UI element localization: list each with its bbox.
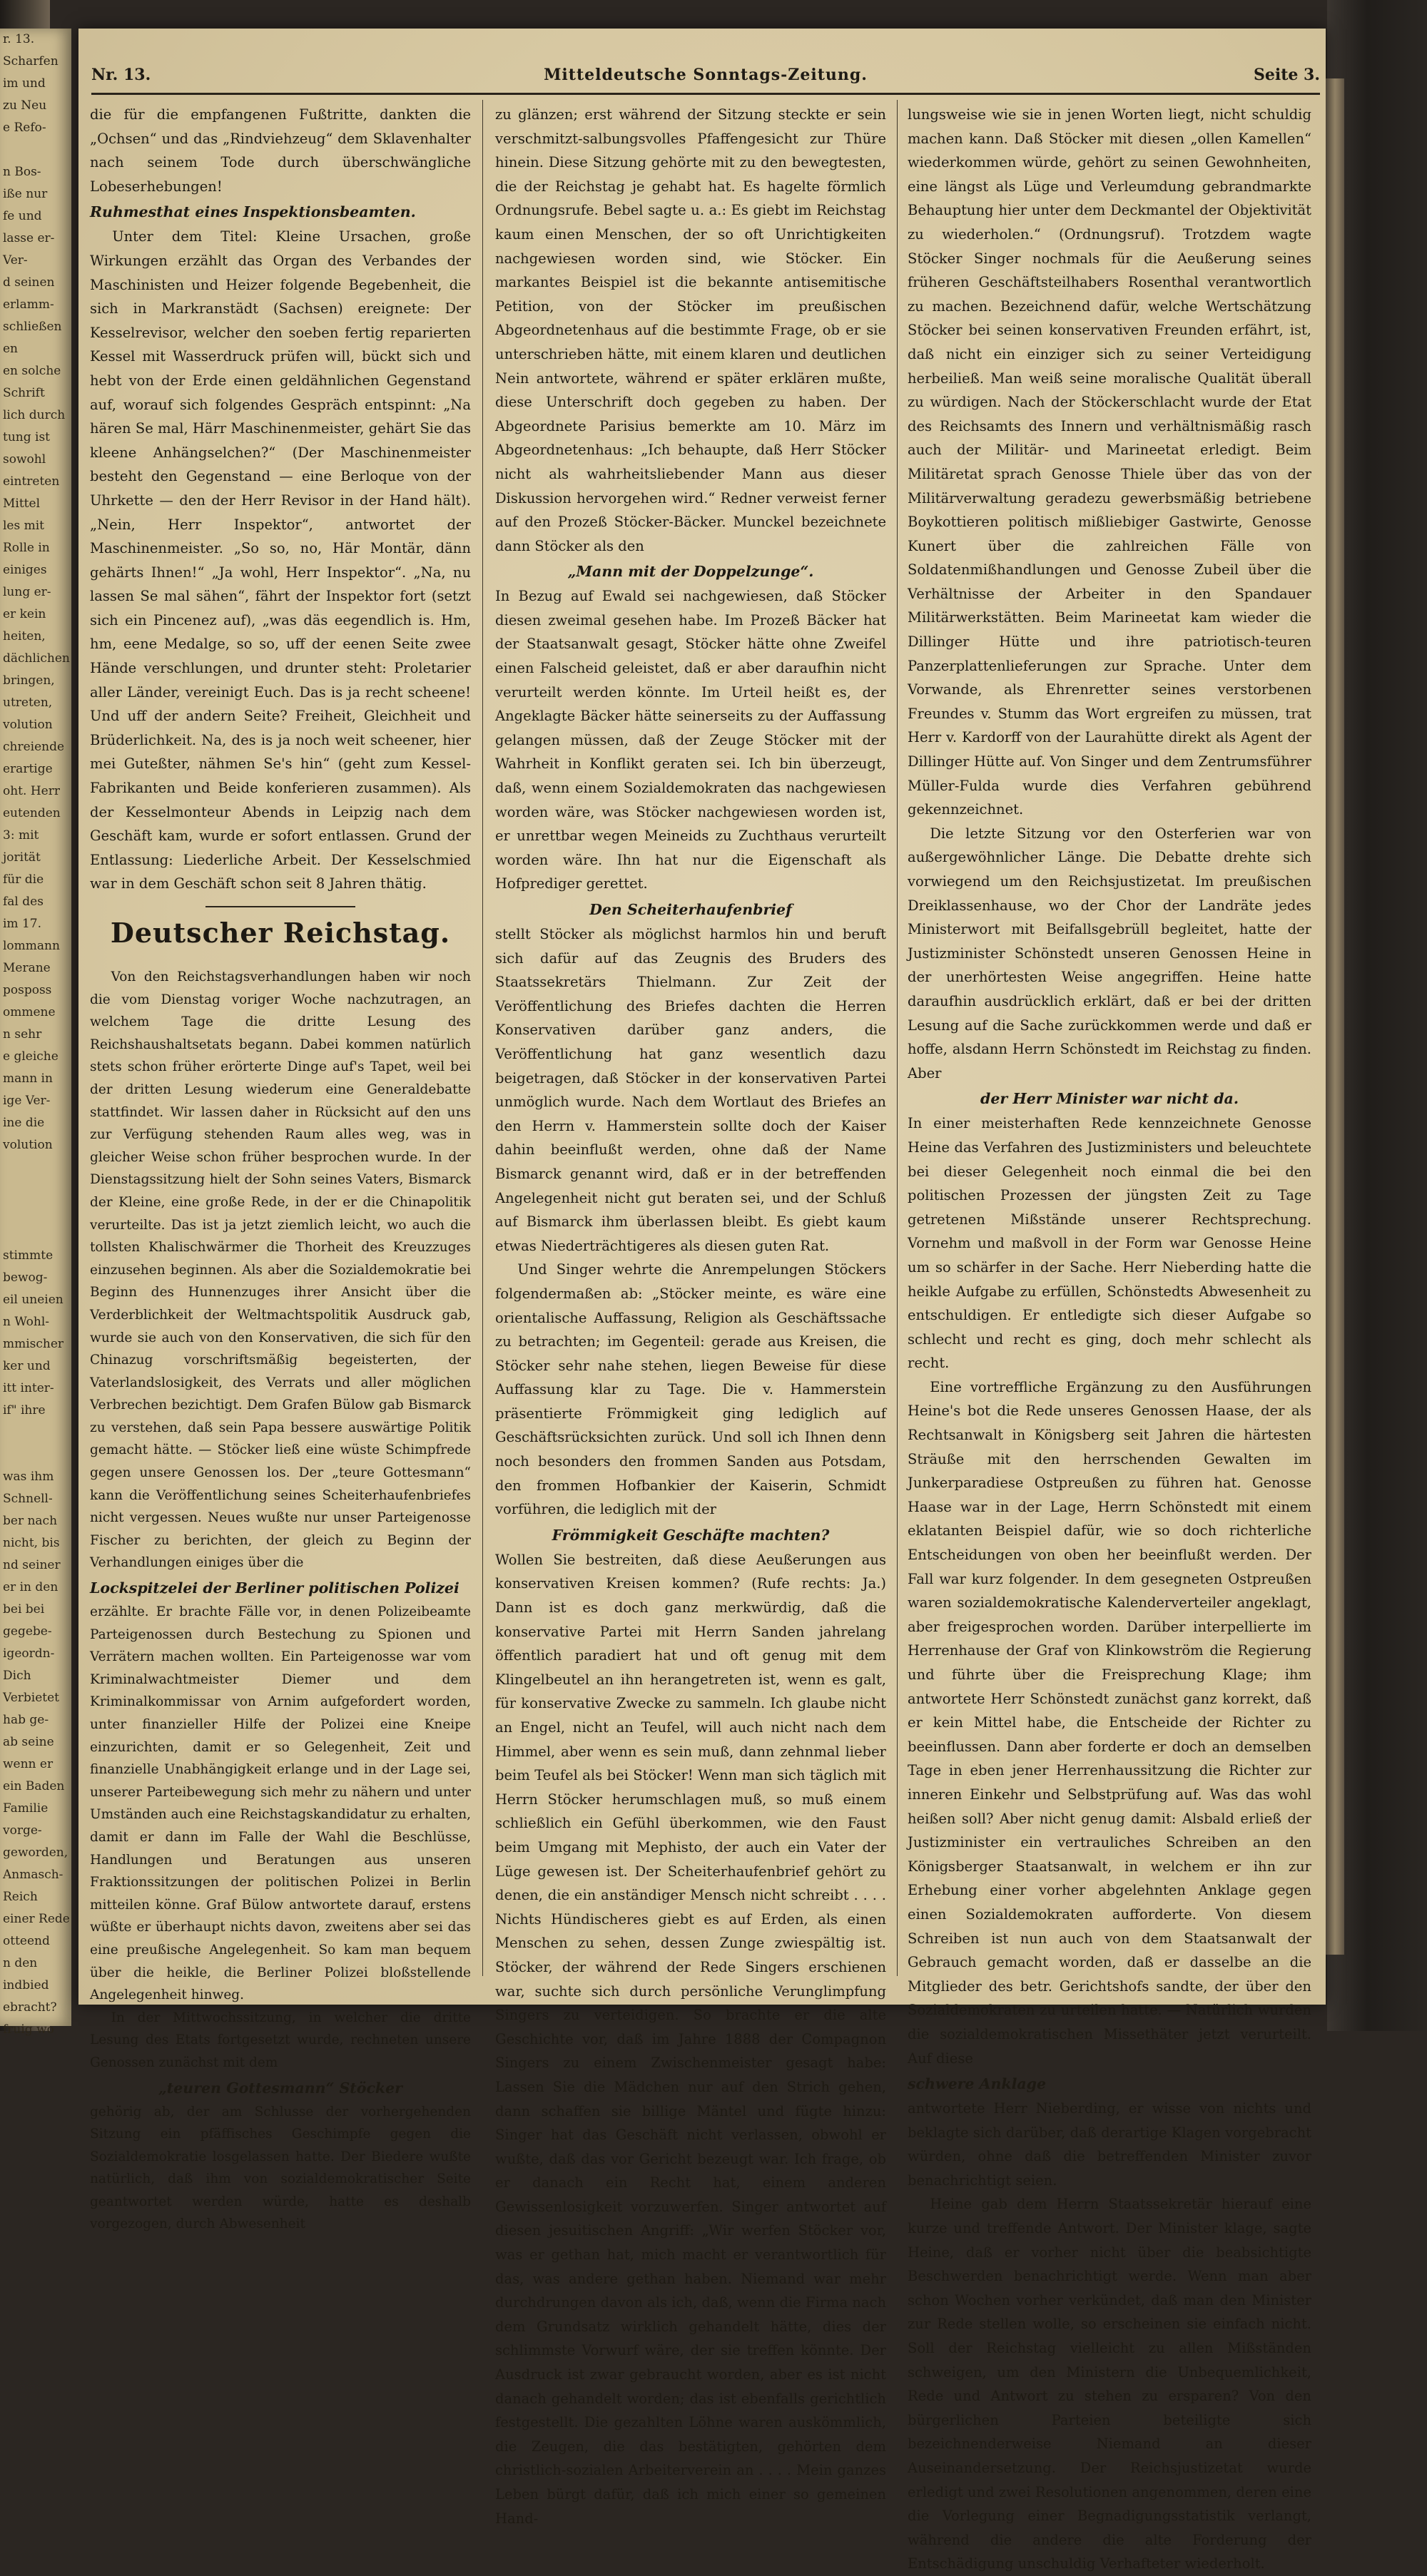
previous-page-fragment: n Bos- <box>3 165 41 179</box>
previous-page-fragment <box>0 1178 71 1201</box>
previous-page-fragment: heiten, <box>3 629 46 643</box>
previous-page-fragment <box>0 139 71 161</box>
previous-page-fragment: sowohl <box>3 452 46 467</box>
previous-page-fragment: eil uneien <box>3 1293 64 1307</box>
previous-page-fragment: ine die <box>3 1116 45 1130</box>
previous-page-fragment <box>0 1422 71 1444</box>
previous-page-fragment: bewog- <box>3 1271 48 1285</box>
previous-page-fragment: Scharfen <box>3 54 59 68</box>
previous-page-fragment: fal des <box>3 895 44 909</box>
previous-page-fragment: bei bei <box>3 1602 45 1617</box>
previous-page-fragment: tung ist <box>3 430 51 444</box>
previous-page-fragment: oht. Herr <box>3 784 60 798</box>
previous-page-fragment: ommene <box>3 1005 56 1019</box>
article-text: Die letzte Sitzung vor den Osterferien war von außergewöhnlicher Länge. Die Debatte drehte sich vorwiegend um den Reichsjustizetat. Im preußischen Dreiklassenhause, wo der Chor der Landräte jedes Ministerwort mit Beifallsgebrüll begleitet, hatte der Justizminister Schönstedt unseren Genossen Heine in der unerhörtesten Weise angegriffen. Heine hatte daraufhin ausdrücklich erklärt, daß er bei der dritten Lesung auf die Sache zurückkommen werde und daß er hoffe, alsdann Herrn Schönstedt im Reichstag zu finden. Aber <box>908 825 1311 1081</box>
previous-page-fragment: ber nach <box>3 1514 58 1528</box>
column-2 <box>495 103 886 2527</box>
previous-page-fragment: Schnell- <box>3 1492 53 1506</box>
previous-page-fragment: er kein <box>3 607 46 621</box>
previous-page-fragment: utreten, <box>3 696 53 710</box>
article-text: Von den Reichstagsverhandlungen haben wir noch die vom Dienstag voriger Woche nachzutragen, an welchem Tage die dritte Lesung des Reichshaushaltsetats begann. Dabei kommen natürlich stets schon früher erörterte Dinge auf's Tapet, weil bei der dritten Lesung wiederum eine Generaldebatte stattfindet. Wir lassen daher in Rücksicht auf den uns zur Verfügung stehenden Raum alles weg, was in gleicher Weise schon früher besprochen wurde. In der Dienstagssitzung hielt der Sohn seines Vaters, Bismarck der Kleine, eine große Rede, in der er die Chinapolitik verurteilte. Das ist ja jetzt ziemlich leicht, wo auch die tollsten Khalischwärmer die Thorheit des Kreuzzuges einzusehen beginnen. Als aber die Sozialdemokratie bei Beginn des Hunnenzuges ihrer Ansicht über die Verderblichkeit der Weltmachtspolitik Ausdruck gab, wurde sie auch von den Konservativen, die sich für den Chinazug vorschriftsmäßig begeisterten, der Vaterlandslosigkeit, des Verrats und aller möglichen Verbrechen bezichtigt. Dem Grafen Bülow gab Bismarck zu verstehen, daß sein Papa bessere auswärtige Politik gemacht hätte. — Stöcker ließ eine wüste Schimpfrede gegen unsere Genossen los. Der „teure Gottesmann“ kann die Veröffentlichung seines Scheiterhaufenbriefes nicht vergessen. Neues wußte nur unser Parteigenosse Fischer zu berichten, der gleich zu Beginn der Verhandlungen einiges über die <box>90 969 471 1571</box>
column-rule <box>482 100 483 1976</box>
previous-page-fragment: jorität <box>3 850 41 865</box>
previous-page-fragment: Reich <box>3 1890 38 1904</box>
previous-page-fragment: Verbietet <box>3 1691 60 1705</box>
previous-page-fragment <box>0 1201 71 1223</box>
previous-page-fragment: hab ge- <box>3 1713 49 1727</box>
article-text: gehörig ab, der am Schlusse der vorhergehenden Sitzung ein pfäffisches Geschimpfe gegen die Sozialdemokratie losgelassen hatte. Der Biedere wußte natürlich, daß ihm von sozialdemokratischer Seite geantwortet werden würde, hatte es deshalb vorgezogen, durch Abwesenheit <box>90 2104 471 2232</box>
article-text: Wollen Sie bestreiten, daß diese Aeußerungen aus konservativen Kreisen kommen? (Rufe rechts: Ja.) Dann ist es doch ganz merkwürdig, daß die konservative Partei mit Herrn Sanden jahrelang öffentlich paradiert hat und oft genug mit dem Klingelbeutel an ihn herangetreten ist, wenn es galt, für konservative Zwecke zu sammeln. Ich glaube nicht an Engel, nicht an Teufel, will auch nicht nach dem Himmel, aber wenn es sein muß, dann zehnmal lieber beim Teufel als bei Stöcker! Wenn man sich täglich mit Herrn Stöcker herumschlagen muß, so muß einem schließlich ein Gefühl überkommen, wie den Faust beim Umgang mit Mephisto, der auch ein Vater der Lüge gewesen ist. Der Scheiterhaufenbrief gehört zu denen, die ein anständiger Mensch nicht schreibt . . . . Nichts Hündischeres giebt es auf Erden, als einen Menschen zu sehen, dessen Zunge zwiespältig ist. Stöcker, der während der Rede Singers erschienen war, suchte sich durch persönliche Verunglimpfung Singers zu verteidigen. So brachte er die alte Geschichte vor, daß im Jahre 1888 der Compagnon Singers zu einem Zwischenmeister gesagt habe: Lassen Sie die Mädchen nur auf den Strich gehen, dann schaffen sie billige Mäntel und fügte hinzu: Singer hat das Geschäft nicht verlassen, obwohl er wußte, daß das vor Gericht bezeugt war. Ich frage, ob er danach ein Recht hat, einem anderen Gewissenlosigkeit vorzuwerfen. Singer antwortet auf diesen jesuitischen Angriff: „Wir werfen Stöcker vor, was er gethan hat, mich macht er verantwortlich für das, was andere gethan haben. Niemand war mehr durchdrungen davon als ich, daß, wenn die Firma nach dem Grundsatz wirklich gehandelt hätte, dies der schlimmste Vorwurf wäre, der sie treffen könnte. Der Ausdruck ist zwar gebraucht worden, aber es ist nicht danach gehandelt worden; das ist ebenfalls gerichtlich festgestellt. Die gezahlten Löhne waren auskömmlich, die Zeugen, die das bestätigten, gehörten dem christlich-sozialen Arbeiterverein an . . . . Mein ganzes Leben bürgt dafür, daß ich mich einer so gemeinen Hand- <box>495 1551 886 2527</box>
issue-number: Nr. 13. <box>91 66 151 84</box>
previous-page-fragment: lung er- <box>3 585 51 599</box>
previous-page-fragment: r. 13. <box>3 32 35 46</box>
newspaper-title: Mitteldeutsche Sonntags-Zeitung. <box>544 66 868 84</box>
previous-page-fragment: fruig wo <box>3 2022 54 2037</box>
article-text: In der Mittwochssitzung, in welcher die dritte Lesung des Etats fortgesetzt wurde, rechneten unsere Genossen zunächst mit dem <box>90 2010 471 2070</box>
previous-page-fragment: erartige <box>3 762 53 776</box>
previous-page-fragment: lich durch <box>3 408 66 422</box>
previous-page-fragment: if" ihre <box>3 1403 46 1417</box>
previous-page-fragment: les mit <box>3 519 45 533</box>
previous-page-fragment: itt inter- <box>3 1381 54 1395</box>
previous-page-fragment: ige Ver- <box>3 1094 51 1108</box>
article-text: Unter dem Titel: Kleine Ursachen, große Wirkungen erzählt das Organ des Verbandes der Maschinisten und Heizer folgende Begebenheit, die sich in Markranstädt (Sachsen) ereignete: Der Kesselrevisor, welcher den soeben fertig reparierten Kessel mit Wasserdruck prüfen will, bückt sich und hebt von der Erde einen geldähnlichen Gegenstand auf, worauf sich folgendes Gespräch entspinnt: „Na hären Se mal, Härr Maschinenmeister, gehärt Sie das kleene Anhängselchen?“ (Der Maschinenmeister besteht den Gegenstand — eine Berloque von der Uhrkette — den der Herr Revisor in der Hand hält). „Nein, Herr Inspektor“, antwortet der Maschinenmeister. „So so, no, Här Montär, dänn gehärts Ihnen!“ „Ja wohl, Herr Inspektor“. „Na, nu lassen Se mal sähen“, fährt der Inspektor fort (setzt sich ein Pincenez auf), „was däs eegendlich is. Hm, hm, eene Medalge, so so, uff der eenen Seite zwee Hände verschlungen, und drunter steht: Proletarier aller Länder, vereinigt Euch. Das is ja recht scheene! Und uff der andern Seite? Freiheit, Gleichheit und Brüderlichkeit. Na, des is ja noch weit scheener, hier mei Guteßter, nähmen Se's hin“ (geht zum Kessel-Fabrikanten und Beide konferieren zusammen). Als der Kesselmonteur Abends in Leipzig nach dem Geschäft kam, wurde er sofort entlassen. Grund der Entlassung: Liederliche Arbeit. Der Kesselschmied war in dem Geschäft schon seit 8 Jahren thätig. <box>90 228 471 892</box>
previous-page-fragment: ker und <box>3 1359 51 1373</box>
article-text: In einer meisterhaften Rede kennzeichnete Genosse Heine das Verfahren des Justizministers und beleuchtete bei dieser Gelegenheit noch einmal die bei den politischen Prozessen der jüngsten Zeit zu Tage getretenen Mißstände unserer Rechtsprechung. Vornehm und maßvoll in der Form war Genosse Heine um so schärfer in der Sache. Herr Nieberding hatte die heikle Aufgabe zu erfüllen, Schönstedts Abwesenheit zu entschuldigen. Er entledigte sich dieser Aufgabe so schlecht und recht es ging, doch mehr schlecht als recht. <box>908 1115 1311 1372</box>
previous-page-fragment: zu Neu <box>3 98 47 113</box>
previous-page-fragment: chreiende <box>3 740 65 754</box>
article-subheading: „teuren Gottesmann“ Stöcker <box>158 2079 402 2097</box>
column-3 <box>908 103 1311 2572</box>
previous-page-fragment: indbied <box>3 1978 49 1992</box>
article-subheading: Frömmigkeit Geschäfte machten? <box>552 1526 830 1544</box>
previous-page-fragment: nicht, bis <box>3 1536 60 1550</box>
article-text: erzählte. Er brachte Fälle vor, in denen Polizeibeamte Parteigenossen durch Bestechung zu Spionen und Verrätern machen wollten. Ein Parteigenosse war vom Kriminalwachtmeister Diemer und dem Kriminalkommissar von Arnim aufgefordert worden, unter finanzieller Hilfe der Polizei eine Kneipe einzurichten, damit er so Gelegenheit, Zeit und finanzielle Unabhängigkeit erlange und in der Lage sei, unserer Parteibewegung sich mehr zu nähern und unter Umständen auch eine Reichstagskandidatur zu erhalten, damit er dann im Falle der Wahl die Beschlüsse, Handlungen und Beratungen aus unseren Fraktionssitzungen der politischen Polizei in Berlin mitteilen könne. Graf Bülow antwortete darauf, erstens wüßte er überhaupt nichts davon, zweitens aber sei das eine preußische Angelegenheit. So kam man bequem über die heikle, die Berliner Polizei bloßstellende Angelegenheit hinweg. <box>90 1604 471 2003</box>
previous-page-fragment: n den <box>3 1956 38 1970</box>
previous-page-fragment: dächlichen <box>3 651 70 666</box>
previous-page-fragment: schließen <box>3 320 62 334</box>
previous-page-fragment: er in den <box>3 1580 59 1594</box>
article-text: Eine vortreffliche Ergänzung zu den Ausführungen Heine's bot die Rede unseres Genossen Haase, der als Rechtsanwalt in Königsberg seit Jahren die härtesten Sträuße mit den herrschenden Gewalten im Junkerparadiese Ostpreußen zu führen hat. Genosse Haase war in der Lage, Herrn Schönstedt mit einem eklatanten Beispiel dafür, wie so doch richterliche Entscheidungen von oben her beeinflußt werden. Der Fall war kurz folgender. In dem gesegneten Ostpreußen waren sozialdemokratische Kalenderverteiler angeklagt, aber freigesprochen worden. Darüber interpellierte im Herrenhause der Graf von Klinkowström die Regierung und führte über die Freisprechung Klage; ihm antwortete Herr Schönstedt zunächst ganz korrekt, daß er kein Mittel habe, die Entscheide der Richter zu beeinflussen. Dann aber forderte er doch an demselben Tage in eben jener Herrenhaussitzung die Richter zur inneren Einkehr und Selbstprüfung auf. Was das wohl heißen soll? Aber nicht genug damit: Alsbald erließ der Justizminister ein vertrauliches Schreiben an den Königsberger Staatsanwalt, in welchem er ihn zur Erhebung einer vorher abgelehnten Anklage gegen einen Sozialdemokraten aufforderte. Von diesem Schreiben ist nun auch von dem Staatsanwalt der Gebrauch gemacht worden, daß er dasselbe an die Mitglieder des betr. Gerichtshofs sandte, der über den Sozialdemokraten zu urteilen hatte. — Natürlich wurden die sozialdemokratischen Missethäter jetzt verurteilt. Auf diese <box>908 1378 1311 2067</box>
article-text: Und Singer wehrte die Anrempelungen Stöckers folgendermaßen ab: „Stöcker meinte, es wäre eine orientalische Auffassung, Religion als Geschäftssache zu betrachten; im Gegenteil: gerade aus Kreisen, die Stöcker sehr nahe stehen, liegen Beweise für diese Auffassung klar zu Tage. Die v. Hammerstein präsentierte Frömmigkeit ging lediglich auf Geschäftsrücksichten zurück. Und soll ich Ihnen denn noch besonders den frommen Sanden aus Potsdam, den frommen Hofbankier der Kaiserin, Schmidt vorführen, die lediglich mit der <box>495 1261 886 1518</box>
previous-page-fragment: e Refo- <box>3 121 46 135</box>
previous-page-fragment: volution <box>3 1138 53 1152</box>
article-subheading: Lockspitzelei der Berliner politischen Polizei <box>90 1579 459 1597</box>
previous-page-fragment: Ver- <box>3 253 28 268</box>
previous-page-fragment: nd seiner <box>3 1558 61 1572</box>
page-stack-edge <box>1326 78 1344 1955</box>
previous-page-fragment: Mittel <box>3 497 41 511</box>
previous-page-fragment: geworden, <box>3 1846 68 1860</box>
previous-page-fragment: posposs <box>3 983 52 997</box>
previous-page-fragment: 3: mit <box>3 828 39 842</box>
previous-page-fragment: Merane <box>3 961 51 975</box>
previous-page-fragment: Anmasch- <box>3 1868 64 1882</box>
previous-page-fragment: lommann <box>3 939 60 953</box>
previous-page-fragment: n Wohl- <box>3 1315 50 1329</box>
previous-page-fragment: im 17. <box>3 917 41 931</box>
column-1 <box>90 103 471 2232</box>
previous-page-fragment: gegebe- <box>3 1624 52 1639</box>
previous-page-fragment: Dich <box>3 1669 31 1683</box>
previous-page-fragment: n sehr <box>3 1027 42 1042</box>
previous-page-fragment: en <box>3 342 19 356</box>
article-text: stellt Stöcker als möglichst harmlos hin und beruft sich dafür auf das Zeugnis des Bruders des Staatssekretärs Thielmann. Zur Zeit der Veröffentlichung des Briefes dachten die Herren Konservativen darüber ganz anders, die Veröffentlichung hat ganz wesentlich dazu beigetragen, daß Stöcker in der konservativen Partei unmöglich wurde. Nach dem Wortlaut des Briefes an den Herrn v. Hammerstein sollte doch der Kaiser dahin beeinflußt werden, ohne daß der Name Bismarck genannt wird, daß er in der betreffenden Angelegenheit nicht gut beraten sei, und der Schluß auf Bismarck ihm überlassen bleibt. Es giebt kaum etwas Niederträchtigeres als diesen guten Rat. <box>495 926 886 1254</box>
previous-page-fragment <box>0 1156 71 1178</box>
article-subheading: „Mann mit der Doppelzunge“. <box>567 563 814 581</box>
previous-page-fragment: erlamm- <box>3 297 54 312</box>
article-subheading: Den Scheiterhaufenbrief <box>589 901 792 918</box>
previous-page-fragment: mann in <box>3 1071 53 1086</box>
previous-page-fragment: einer Rede <box>3 1912 70 1926</box>
article-subheading: schwere Anklage <box>908 2075 1047 2093</box>
previous-page-fragment: mmischer <box>3 1337 64 1351</box>
previous-page-fragment <box>0 1223 71 1245</box>
previous-page-fragment: was ihm <box>3 1470 54 1484</box>
previous-page-fragment: ein Baden <box>3 1779 65 1793</box>
previous-page-fragment <box>0 1444 71 1466</box>
page-header <box>91 66 1320 90</box>
previous-page-fragment: ab seine <box>3 1735 54 1749</box>
previous-page-fragment: bringen, <box>3 673 55 688</box>
previous-page-fragment: volution <box>3 718 53 732</box>
previous-page-fragment: iße nur <box>3 187 48 201</box>
previous-page-fragment: stimmte <box>3 1248 54 1263</box>
previous-page-fragment: en solche <box>3 364 61 378</box>
previous-page-fragment: eutenden <box>3 806 61 820</box>
article-text: zu glänzen; erst während der Sitzung steckte er sein verschmitzt-salbungsvolles Pfaffengesicht zur Thüre hinein. Diese Sitzung gehörte mit zu den bewegtesten, die der Reichstag je gehabt hat. Es hagelte förmlich Ordnungsrufe. Bebel sagte u. a.: Es giebt im Reichstag kaum einen Menschen, der so oft Unrichtigkeiten nachgewiesen worden sind, wie Stöcker. Ein markantes Beispiel ist die bekannte antisemitische Petition, von der Stöcker im preußischen Abgeordnetenhaus auf die bestimmte Frage, ob er sie unterschrieben hätte, mit einem klaren und deutlichen Nein antwortete, während er später erklären mußte, diese Unterschrift doch gegeben zu haben. Der Abgeordnete Parisius bemerkte am 10. März im Abgeordnetenhaus: „Ich behaupte, daß Herr Stöcker nicht als wahrheitsliebender Mann aus dieser Diskussion hervorgehen wird.“ Redner verweist ferner auf den Prozeß Stöcker-Bäcker. Munckel bezeichnete dann Stöcker als den <box>495 106 886 554</box>
previous-page-fragment: d seinen <box>3 275 55 290</box>
previous-page-fragment: wenn er <box>3 1757 54 1771</box>
previous-page-fragment: igeordn- <box>3 1646 55 1661</box>
article-subheading: der Herr Minister war nicht da. <box>980 1090 1239 1108</box>
header-rule <box>91 93 1320 95</box>
article-text: Heine gab dem Herrn Staatssekretär hierauf eine kurze und treffende Antwort. Der Minister klage, sagte Heine, daß er vorher nicht über die beabsichtigte Beschwerden benachrichtigt werde. Wenn man aber schon Wochen vorher verkündet, daß man den Minister zur Rede stellen wolle, so erscheinen sie einfach nicht. Soll der Reichstag vielleicht zu allen Mißständen schweigen, um den Ministern die Unbequemlichkeit, Rede und Antwort zu stehen zu ersparen? Von den bürgerlichen Parteien beteiligte sich bezeichnenderweise Niemand an dieser Auseinandersetzung. Der Reichsjustizetat wurde erledigt und zwei Resolutionen angenommen, deren eine die Vorlegung einer Begnadigungsstatistik verlangt, während die andere die alte Forderung der Entschädigung unschuldig Verhafteter wiederholt. <box>908 2196 1311 2572</box>
previous-page-fragment: eintreten <box>3 474 60 489</box>
newspaper-page <box>78 29 1326 2572</box>
previous-page-fragment: vorge- <box>3 1823 42 1838</box>
previous-page-fragment: ebracht? <box>3 2000 57 2015</box>
page-number: Seite 3. <box>1253 66 1320 84</box>
article-text: lungsweise wie sie in jenen Worten liegt, nicht schuldig machen kann. Daß Stöcker mit diesen „ollen Kamellen“ wiederkommen würde, gehört zu seinen Gewohnheiten, eine längst als Lüge und Verleumdung gebrandmarkte Behauptung hier unter dem Deckmantel der Objektivität zu wiederholen.“ (Ordnungsruf). Trotzdem wagte Stöcker Singer nochmals für die Aeußerung seines früheren Geschäftsteilhabers Rosenthal verantwortlich zu machen. Bezeichnend dafür, welche Wertschätzung Stöcker bei seinen konservativen Freunden erfährt, ist, daß nicht ein einziger sich zu seiner Verteidigung herbeiließ. Man weiß seine moralische Qualität überall zu würdigen. Nach der Stöckerschlacht wurde der Etat des Reichsamts des Innern und verhältnismäßig rasch auch der Militär- und Marineetat erledigt. Beim Militäretat sprach Genosse Thiele über das von der Militärverwaltung geradezu gewerbsmäßig betriebene Boykottieren politisch mißliebiger Gastwirte, Genosse Kunert über die zahlreichen Fälle von Soldatenmißhandlungen und Genosse Zubeil über die Verhältnisse der Arbeiter in den Spandauer Militärwerkstätten. Beim Marineetat kam wieder die Dillinger Hütte und ihre patriotisch-teuren Panzerplattenlieferungen zur Sprache. Unter dem Vorwande, als Ehrenretter seines verstorbenen Freundes v. Stumm das Wort ergreifen zu müssen, trat Herr v. Kardorff von der Laurahütte direkt als Agent der Dillinger Hütte auf. Von Singer und dem Zentrumsführer Müller-Fulda wurde dies Verfahren gebührend gekennzeichnet. <box>908 106 1311 818</box>
previous-page-fragment: Familie <box>3 1801 49 1816</box>
previous-page-fragment: e gleiche <box>3 1049 59 1064</box>
article-text: In Bezug auf Ewald sei nachgewiesen, daß Stöcker diesen zweimal gesehen habe. Im Prozeß Bäcker hat der Staatsanwalt gesagt, Stöcker hätte ohne Zweifel einen Falscheid geleistet, daß er aber daraufhin nicht verurteilt werden könnte. Im Urteil heißt es, der Angeklagte Bäcker hätte seinerseits zu der Auffassung gelangen müssen, daß der Zeuge Stöcker mit der Wahrheit in Konflikt geraten sei. Ich bin überzeugt, daß, wenn einem Sozialdemokraten das nachgewiesen worden wäre, was Stöcker nachgewiesen worden ist, er unrettbar wegen Meineids zu Zuchthaus verurteilt worden wäre. Ihn hat nur die Eigenschaft als Hofprediger gerettet. <box>495 588 886 892</box>
previous-page-fragment: im und <box>3 76 46 91</box>
section-divider <box>205 906 355 907</box>
article-text: die für die empfangenen Fußtritte, dankten die „Ochsen“ und das „Rindviehzeug“ dem Sklavenhalter nach seinem Tode durch überschwängliche Lobeserhebungen! <box>90 106 471 195</box>
column-rule <box>897 100 898 1976</box>
previous-page-fragment: Schrift <box>3 386 45 400</box>
previous-page-fragment: lasse er- <box>3 231 55 245</box>
previous-page-fragment: otteend <box>3 1934 50 1948</box>
previous-page-edge <box>0 29 71 2037</box>
previous-page-fragment: fe und <box>3 209 42 223</box>
previous-page-fragment: einiges <box>3 563 47 577</box>
article-heading: Ruhmesthat eines Inspektionsbeamten. <box>90 203 416 221</box>
article-text: antwortete Herr Nieberding, er wisse von nichts und beklagte sich darüber, daß derartige Klagen vorgebracht würden, ohne daß die betreffenden Minister zuvor benachrichtigt seien. <box>908 2100 1311 2189</box>
previous-page-fragment: für die <box>3 872 44 887</box>
previous-page-fragment: Rolle in <box>3 541 50 555</box>
section-title: Deutscher Reichstag. <box>110 917 451 949</box>
